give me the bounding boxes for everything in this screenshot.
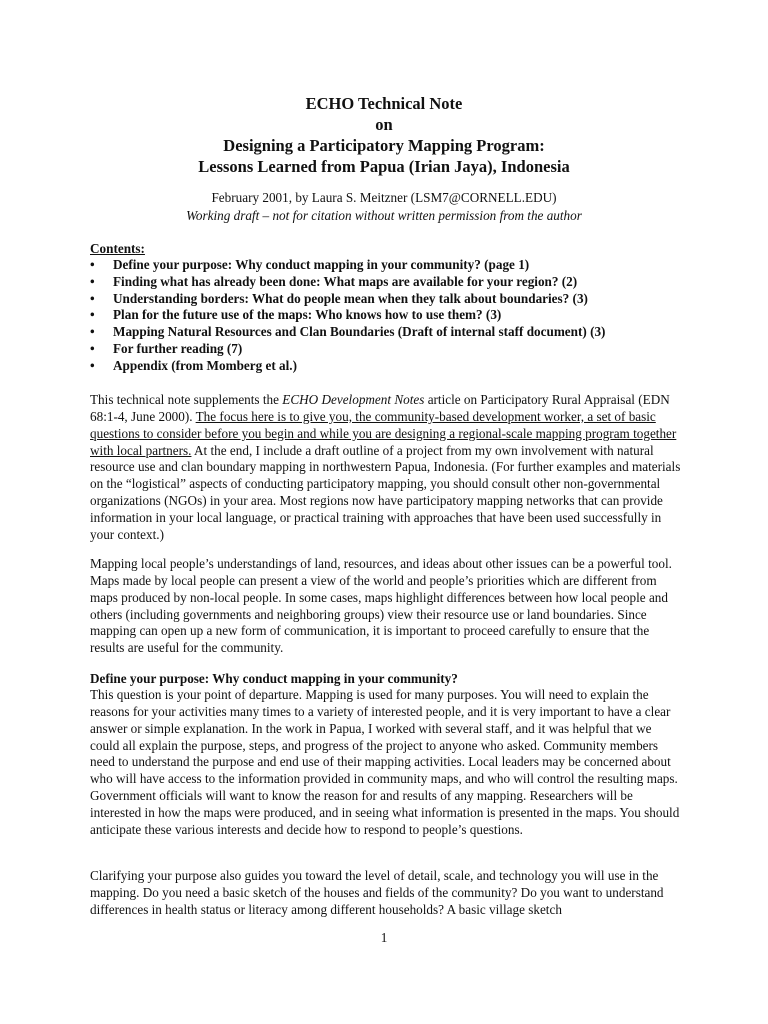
bullet-icon: • bbox=[90, 307, 95, 323]
contents-list bbox=[90, 257, 690, 375]
title-line-2: on bbox=[375, 115, 393, 134]
section-heading: Define your purpose: Why conduct mapping in your community? bbox=[90, 671, 458, 686]
title-block bbox=[0, 93, 768, 177]
contents-item-text: For further reading (7) bbox=[113, 340, 243, 356]
mapping-paragraph: Mapping local people’s understandings of land, resources, and ideas about other issues can be a powerful tool. Maps made by local people can present a view of the world and people’s priorities which are different from maps produced by non-local people. In some cases, maps highlight differences between how local people and others (including governments and neighboring groups) view their resource use or land boundaries. Since mapping can open up a new form of communication, it is important to proceed carefully to ensure that the results are useful for the community. bbox=[90, 556, 672, 656]
page-number: 1 bbox=[380, 930, 388, 945]
intro-text-b: article on Participatory Rural Appraisal (EDN 68:1-4, June 2000). bbox=[90, 392, 670, 424]
bullet-icon: • bbox=[90, 324, 95, 340]
byline: February 2001, by Laura S. Meitzner (LSM7@CORNELL.EDU) bbox=[211, 190, 557, 205]
underlined-focus-text: The focus here is to give you, the community-based development worker, a set of basic questions to consider before you begin and while you are designing a regional-scale mapping program together with local partners. bbox=[90, 408, 677, 458]
contents-item bbox=[90, 341, 690, 358]
contents-item bbox=[90, 291, 690, 308]
title-line-1: ECHO Technical Note bbox=[305, 94, 463, 113]
title-line-4: Lessons Learned from Papua (Irian Jaya), Indonesia bbox=[198, 157, 570, 176]
title-line-3: Designing a Participatory Mapping Program: bbox=[223, 136, 545, 155]
contents-item-text: Finding what has already been done: What maps are available for your region? (2) bbox=[113, 273, 578, 289]
contents-item bbox=[90, 274, 690, 291]
bullet-icon: • bbox=[90, 357, 95, 373]
contents-item-text: Mapping Natural Resources and Clan Boundaries (Draft of internal staff document) (3) bbox=[113, 324, 606, 340]
purpose-paragraph: This question is your point of departure. Mapping is used for many purposes. You will need to explain the reasons for your activities many times to a variety of interested people, and it is very important to have a clear answer or simple explanation. In the work in Papua, I worked with several staff, and it was helpful that we could all explain the purpose, steps, and progress of the project to anyone who asked. Community members need to understand the purpose and end use of their mapping activities. Local leaders may be concerned about who will have access to the information provided in community maps, and who will control the resulting maps. Government officials will want to know the reason for and results of any mapping. Researchers will be interested in how the maps were produced, and in seeing what information is presented in the maps. You should anticipate these various interests and decide how to respond to people’s questions. bbox=[90, 687, 680, 837]
bullet-icon: • bbox=[90, 257, 95, 272]
contents-item-text: Appendix (from Momberg et al.) bbox=[113, 357, 297, 373]
contents-heading: Contents: bbox=[90, 241, 145, 256]
clarifying-paragraph: Clarifying your purpose also guides you toward the level of detail, scale, and technology you will use in the mapping. Do you need a basic sketch of the houses and fields of the community? Do you want to understand differences in health status or literacy among different households? A basic village sketch bbox=[90, 868, 664, 917]
bullet-icon: • bbox=[90, 340, 95, 356]
contents-item bbox=[90, 358, 690, 375]
draft-note: Working draft – not for citation without written permission from the author bbox=[186, 208, 582, 223]
intro-paragraph bbox=[90, 392, 682, 544]
contents-item bbox=[90, 257, 690, 274]
contents-item-text: Understanding borders: What do people mean when they talk about boundaries? (3) bbox=[113, 290, 588, 306]
intro-text-c: At the end, I include a draft outline of a project from my own involvement with natural resource use and clan boundary mapping in northwestern Papua, Indonesia. (For further examples and materials on the “logistical” aspects of conducting participatory mapping, you should consult other non-governmental organizations (NGOs) in your area. Most regions now have participatory mapping networks that can provide information in your local language, or practical training with approaches that have been used successfully in your context.) bbox=[90, 442, 681, 542]
contents-item-text: Define your purpose: Why conduct mapping in your community? (page 1) bbox=[113, 257, 530, 272]
bullet-icon: • bbox=[90, 273, 95, 289]
contents-item bbox=[90, 307, 690, 324]
contents-item bbox=[90, 324, 690, 341]
publication-title: ECHO Development Notes bbox=[282, 392, 425, 407]
contents-item-text: Plan for the future use of the maps: Who knows how to use them? (3) bbox=[113, 307, 502, 323]
bullet-icon: • bbox=[90, 290, 95, 306]
intro-text-a: This technical note supplements the bbox=[90, 392, 283, 407]
